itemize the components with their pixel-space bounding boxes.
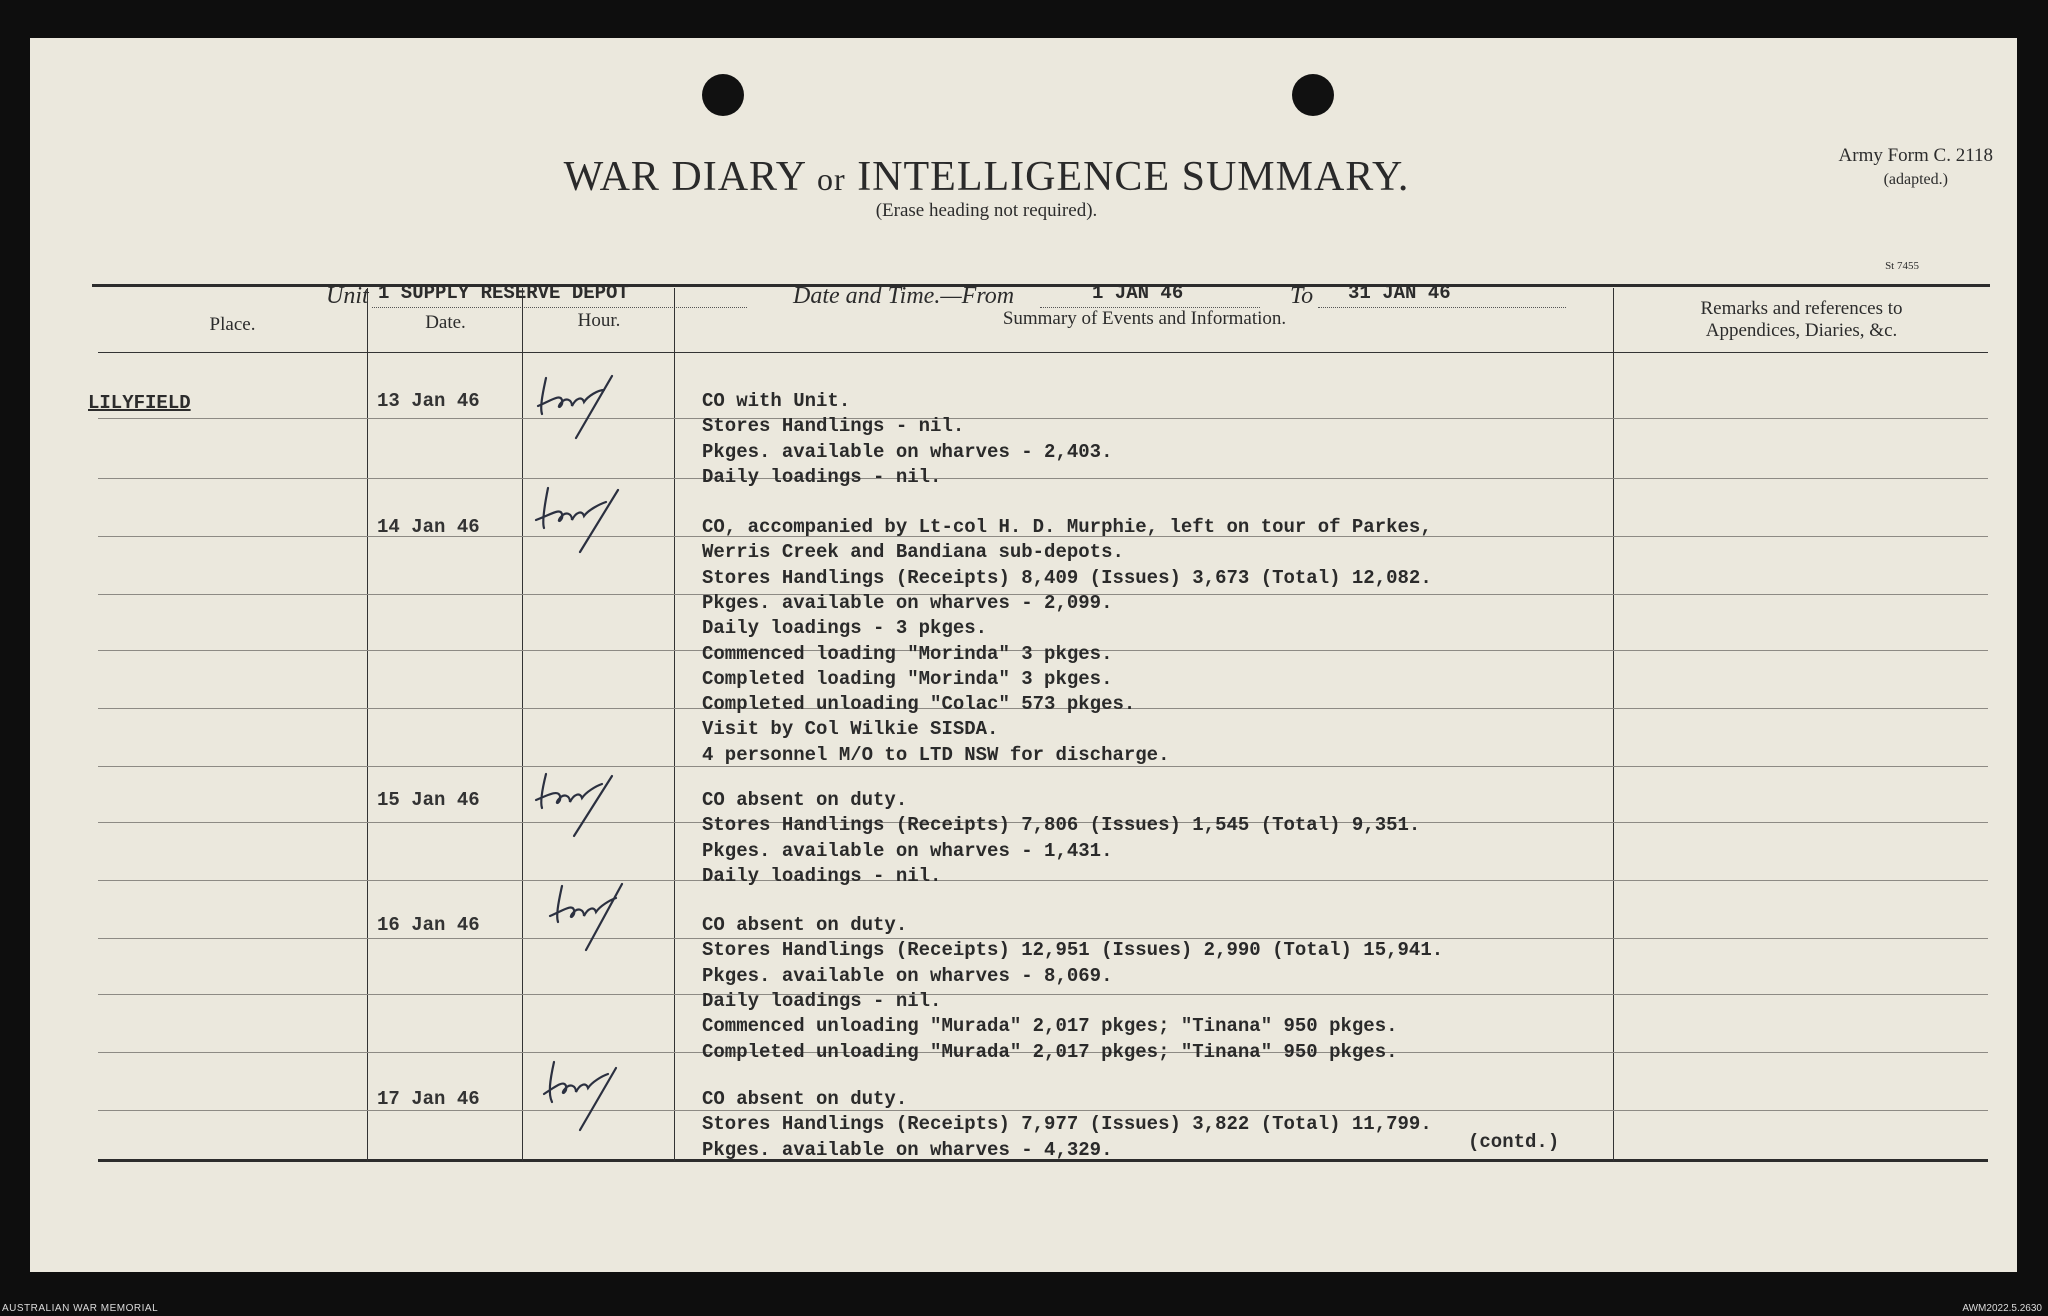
entry-date: 17 Jan 46 — [377, 1088, 480, 1110]
summary-line: CO absent on duty. — [702, 789, 908, 811]
signature — [532, 864, 652, 964]
summary-line: CO absent on duty. — [702, 1088, 908, 1110]
continued-marker: (contd.) — [1468, 1131, 1560, 1153]
summary-line: Pkges. available on wharves - 2,403. — [702, 440, 1113, 463]
page-title — [30, 153, 1943, 201]
signature — [532, 750, 652, 850]
ruled-line — [98, 478, 1988, 479]
summary-line: Daily loadings - nil. — [702, 864, 942, 887]
footer-reference: AWM2022.5.2630 — [1962, 1303, 2042, 1314]
form-adapted: (adapted.) — [1883, 171, 1948, 188]
signature — [532, 1038, 652, 1138]
place-value: LILYFIELD — [88, 392, 191, 414]
summary-line: Pkges. available on wharves - 1,431. — [702, 839, 1113, 862]
summary-line: CO absent on duty. — [702, 914, 908, 936]
entry-date: 14 Jan 46 — [377, 516, 480, 538]
stock-code: St 7455 — [1885, 260, 1919, 272]
title-war-diary: WAR DIARY — [563, 154, 806, 200]
summary-line: Commenced unloading "Murada" 2,017 pkges; "Tinana" 950 pkges. — [702, 1015, 1398, 1038]
summary-line: Stores Handlings (Receipts) 7,806 (Issues) 1,545 (Total) 9,351. — [702, 814, 1421, 837]
date-time-label: Date and Time.—From — [793, 283, 1015, 309]
ruled-line — [98, 994, 1988, 995]
signature — [532, 468, 652, 568]
title-intelligence-summary: INTELLIGENCE SUMMARY. — [857, 154, 1410, 200]
summary-line: CO with Unit. — [702, 390, 851, 412]
summary-line: Daily loadings - nil. — [702, 989, 942, 1012]
ruled-line — [98, 880, 1988, 881]
ruled-line — [98, 1110, 1988, 1111]
summary-line: Pkges. available on wharves - 2,099. — [702, 591, 1113, 614]
summary-line: Pkges. available on wharves - 8,069. — [702, 964, 1113, 987]
summary-line: Daily loadings - nil. — [702, 465, 942, 488]
summary-line: Completed loading "Morinda" 3 pkges. — [702, 667, 1113, 690]
punch-hole — [702, 74, 744, 116]
form-number-text: Army Form C. 2118 — [1838, 145, 1993, 166]
footer-credit: AUSTRALIAN WAR MEMORIAL — [2, 1303, 159, 1314]
col-header-remarks — [1615, 298, 1988, 342]
summary-line: CO, accompanied by Lt-col H. D. Murphie, left on tour of Parkes, — [702, 516, 1432, 538]
col-header-date: Date. — [425, 312, 466, 333]
to-value: 31 JAN 46 — [1318, 282, 1566, 308]
unit-value: 1 SUPPLY RESERVE DEPOT — [372, 282, 747, 308]
summary-line: Completed unloading "Murada" 2,017 pkges; "Tinana" 950 pkges. — [702, 1040, 1398, 1063]
header-bottom-rule — [98, 352, 1988, 353]
remarks-header-line: Remarks and references to — [1700, 298, 1903, 319]
entry-date: 13 Jan 46 — [377, 390, 480, 412]
col-header-summary: Summary of Events and Information. — [1002, 308, 1287, 329]
summary-line: Pkges. available on wharves - 4,329. — [702, 1138, 1113, 1161]
form-number — [1839, 144, 1993, 192]
summary-line: Stores Handlings (Receipts) 12,951 (Issues) 2,990 (Total) 15,941. — [702, 939, 1444, 962]
from-value: 1 JAN 46 — [1040, 282, 1260, 308]
summary-line: Commenced loading "Morinda" 3 pkges. — [702, 642, 1113, 665]
summary-line: Completed unloading "Colac" 573 pkges. — [702, 693, 1136, 716]
subtitle: (Erase heading not required). — [875, 200, 1098, 221]
remarks-header-line: Appendices, Diaries, &c. — [1705, 320, 1898, 341]
summary-line: Stores Handlings (Receipts) 7,977 (Issues) 3,822 (Total) 11,799. — [702, 1113, 1432, 1136]
punch-hole — [1292, 74, 1334, 116]
entry-date: 15 Jan 46 — [377, 789, 480, 811]
summary-line: Werris Creek and Bandiana sub-depots. — [702, 541, 1124, 564]
summary-line: Daily loadings - 3 pkges. — [702, 617, 988, 640]
ruled-line — [98, 766, 1988, 767]
col-header-place: Place. — [209, 314, 256, 335]
diary-sheet — [30, 38, 2017, 1272]
table-top-rule — [92, 284, 1990, 287]
summary-line: Visit by Col Wilkie SISDA. — [702, 718, 999, 741]
entry-date: 16 Jan 46 — [377, 914, 480, 936]
summary-line: Stores Handlings - nil. — [702, 415, 965, 438]
to-label: To — [1290, 283, 1314, 309]
unit-label: Unit — [326, 283, 369, 309]
signature — [532, 356, 652, 456]
col-header-hour: Hour. — [577, 310, 621, 331]
summary-line: Stores Handlings (Receipts) 8,409 (Issues) 3,673 (Total) 12,082. — [702, 566, 1432, 589]
title-or: or — [817, 161, 846, 197]
ruled-line — [98, 418, 1988, 419]
summary-line: 4 personnel M/O to LTD NSW for discharge. — [702, 743, 1170, 766]
